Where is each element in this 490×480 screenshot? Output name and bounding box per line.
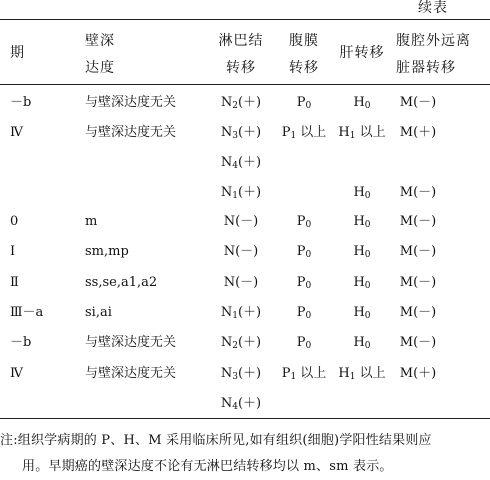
row-stage: Ⅰ (10, 244, 16, 259)
row-stage: Ⅲ－a (10, 305, 44, 320)
row-lymph-node (212, 335, 270, 352)
row-lymph-node-subscript: 1 (232, 311, 238, 321)
row-lymph-node-subscript: 2 (232, 341, 238, 351)
row-lymph-node (212, 305, 270, 322)
row-peritoneal (276, 366, 332, 383)
row-stage: 0 (10, 214, 19, 229)
row-stage: Ⅳ (10, 125, 23, 140)
row-hepatic (334, 305, 390, 322)
row-lymph-node-subscript: 4 (232, 161, 238, 171)
row-stage: －b (10, 335, 32, 350)
row-stage: Ⅳ (10, 366, 23, 381)
row-hepatic-main: H (353, 244, 365, 259)
row-peritoneal-main: P (296, 95, 306, 110)
row-lymph-node (212, 214, 270, 231)
row-lymph-node-subscript: 3 (232, 131, 238, 141)
row-peritoneal-main: P (281, 366, 291, 381)
row-peritoneal (276, 95, 332, 112)
row-depth: si,ai (85, 305, 112, 320)
row-hepatic-main: H (353, 95, 365, 110)
row-hepatic-subscript: 1 (349, 131, 356, 141)
row-hepatic-main: H (353, 185, 365, 200)
row-lymph-node-suffix: (＋) (237, 366, 262, 381)
row-distant: M(＋) (399, 125, 437, 140)
row-peritoneal-suffix: 以上 (296, 125, 327, 140)
row-lymph-node (212, 125, 270, 142)
row-peritoneal (276, 244, 332, 261)
row-lymph-node-main: N (220, 185, 233, 200)
row-lymph-node (212, 95, 270, 112)
row-lymph-node-main: N (220, 155, 233, 170)
header-lymph-line2: 转移 (226, 60, 256, 76)
row-peritoneal-main: P (281, 125, 291, 140)
header-hepatic: 肝转移 (339, 45, 385, 61)
row-depth: 与壁深达度无关 (85, 95, 177, 110)
row-stage: Ⅱ (10, 275, 19, 290)
header-stage: 期 (10, 45, 25, 61)
row-depth: 与壁深达度无关 (85, 125, 177, 140)
row-depth: 与壁深达度无关 (85, 366, 177, 381)
row-stage: －b (10, 95, 32, 110)
header-distant-line2: 脏器转移 (396, 60, 456, 76)
row-lymph-node-main: N (220, 335, 233, 350)
row-peritoneal (276, 275, 332, 292)
row-lymph-node-suffix: (＋) (237, 125, 262, 140)
row-lymph-node-suffix: (＋) (237, 305, 262, 320)
row-hepatic-subscript: 0 (364, 191, 371, 201)
row-hepatic (334, 95, 390, 112)
row-peritoneal (276, 214, 332, 231)
row-peritoneal-subscript: 0 (305, 281, 312, 291)
row-peritoneal-main: P (296, 335, 306, 350)
footnote-line-2: 用。早期癌的壁深达度不论有无淋巴结转移均以 m、sm 表示。 (22, 459, 393, 474)
table-continued-label: 续表 (418, 0, 448, 16)
row-peritoneal-subscript: 1 (290, 131, 297, 141)
row-distant: M(－) (399, 275, 437, 290)
row-lymph-node-subscript: 2 (232, 101, 238, 111)
row-hepatic-main: H (353, 214, 365, 229)
row-hepatic-subscript: 0 (364, 220, 371, 230)
row-peritoneal-subscript: 0 (305, 250, 312, 260)
header-depth-line1: 壁深 (85, 33, 115, 49)
row-lymph-node-main: N (220, 125, 233, 140)
row-depth: sm,mp (85, 244, 129, 259)
row-hepatic-subscript: 1 (349, 372, 356, 382)
row-depth: ss,se,a1,a2 (85, 275, 158, 290)
row-lymph-node-suffix: (＋) (237, 155, 262, 170)
row-lymph-node (212, 396, 270, 413)
row-peritoneal (276, 305, 332, 322)
row-lymph-node (212, 244, 270, 261)
header-depth-line2: 达度 (85, 60, 115, 76)
row-peritoneal-main: P (296, 214, 306, 229)
row-distant: M(－) (399, 244, 437, 259)
row-hepatic-subscript: 0 (364, 281, 371, 291)
row-lymph-node (212, 275, 270, 292)
row-hepatic-main: H (353, 275, 365, 290)
row-lymph-node-subscript: 3 (232, 372, 238, 382)
table-footnote (0, 428, 490, 480)
row-hepatic-suffix: 以上 (355, 125, 386, 140)
row-peritoneal-subscript: 0 (305, 341, 312, 351)
row-lymph-node (212, 185, 270, 202)
row-lymph-node-main: N (220, 366, 233, 381)
header-peritoneal-line2: 转移 (289, 60, 319, 76)
row-hepatic-suffix: 以上 (355, 366, 386, 381)
row-lymph-node (212, 155, 270, 172)
table-top-rule (0, 19, 490, 20)
row-lymph-node-main: N (220, 396, 233, 411)
row-distant: M(－) (399, 185, 437, 200)
row-hepatic (334, 244, 390, 261)
row-hepatic-subscript: 0 (364, 311, 371, 321)
row-hepatic (334, 335, 390, 352)
row-peritoneal-subscript: 0 (305, 311, 312, 321)
row-lymph-node-suffix: (＋) (237, 335, 262, 350)
row-peritoneal-subscript: 1 (290, 372, 297, 382)
header-peritoneal-line1: 腹膜 (289, 33, 319, 49)
row-distant: M(－) (399, 335, 437, 350)
row-depth: m (85, 214, 98, 229)
row-lymph-node-subscript: 4 (232, 402, 238, 412)
row-hepatic (334, 275, 390, 292)
row-hepatic-subscript: 0 (364, 250, 371, 260)
row-peritoneal-main: P (296, 244, 306, 259)
row-hepatic (334, 125, 390, 142)
row-distant: M(＋) (399, 366, 437, 381)
header-distant-line1: 腹腔外远离 (396, 33, 471, 49)
row-lymph-node-main: N (220, 305, 233, 320)
row-peritoneal-suffix: 以上 (296, 366, 327, 381)
row-peritoneal-subscript: 0 (305, 101, 312, 111)
row-lymph-node-suffix: (＋) (237, 396, 262, 411)
footnote-line-1: 注:组织学病期的 P、H、M 采用临床所见,如有组织(细胞)学阳性结果则应 (0, 433, 432, 448)
row-lymph-node-suffix: (＋) (237, 95, 262, 110)
row-hepatic (334, 366, 390, 383)
table-header-rule (0, 84, 490, 85)
row-hepatic (334, 214, 390, 231)
row-lymph-node (212, 366, 270, 383)
row-lymph-node-subscript: 1 (232, 191, 238, 201)
row-peritoneal-main: P (296, 275, 306, 290)
row-hepatic-main: H (338, 366, 350, 381)
row-hepatic-subscript: 0 (364, 101, 371, 111)
row-hepatic (334, 185, 390, 202)
row-peritoneal (276, 335, 332, 352)
row-peritoneal (276, 125, 332, 142)
row-hepatic-main: H (353, 335, 365, 350)
row-lymph-node-main: N (220, 95, 233, 110)
table-bottom-rule (0, 418, 490, 419)
row-hepatic-main: H (338, 125, 350, 140)
row-peritoneal-subscript: 0 (305, 220, 312, 230)
row-peritoneal-main: P (296, 305, 306, 320)
row-hepatic-main: H (353, 305, 365, 320)
header-lymph-line1: 淋巴结 (218, 33, 264, 49)
row-distant: M(－) (399, 305, 437, 320)
row-lymph-node-main: N(－) (223, 244, 259, 259)
row-hepatic-subscript: 0 (364, 341, 371, 351)
row-lymph-node-main: N(－) (223, 275, 259, 290)
row-distant: M(－) (399, 214, 437, 229)
row-lymph-node-main: N(－) (223, 214, 259, 229)
row-distant: M(－) (399, 95, 437, 110)
row-lymph-node-suffix: (＋) (237, 185, 262, 200)
row-depth: 与壁深达度无关 (85, 335, 177, 350)
